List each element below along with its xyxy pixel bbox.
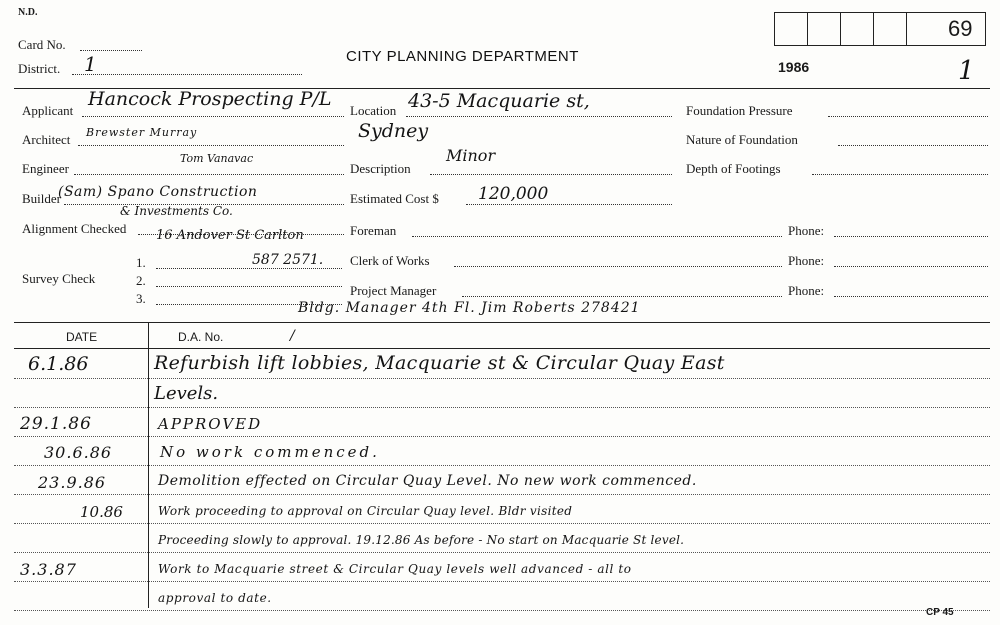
log-row [14,495,990,524]
clerk-phone-label: Phone: [788,253,825,268]
log-da-header: D.A. No. [178,330,224,344]
description-value: Minor [446,146,496,165]
location-value-2: Sydney [358,120,429,142]
log-row [14,437,990,466]
foundation-pressure-line [828,116,988,117]
architect-value: Brewster Murray [86,126,198,139]
log-header-rule [14,348,990,349]
log-row [14,582,990,611]
card-box-3 [840,12,874,46]
alignment-label: Alignment Checked [22,221,127,236]
log-row [14,553,990,582]
district-label: District. [18,61,61,76]
architect-line [78,145,344,146]
card-no-label: Card No. [18,37,66,52]
foreman-phone-label: Phone: [788,223,825,238]
card-sub: 1 [958,56,975,86]
log-row-date: 23.9.86 [38,473,107,492]
survey-3: 3. [136,291,146,306]
card-box-4 [873,12,907,46]
log-row-text: approval to date. [158,591,272,605]
log-row [14,466,990,495]
cost-line [466,204,672,205]
log-row-text: APPROVED [158,415,263,433]
survey-1-line [156,268,342,269]
clerk-label: Clerk of Works [350,253,430,268]
form-code: CP 45 [926,607,954,618]
description-label: Description [350,161,411,176]
log-row-text: Levels. [154,383,219,404]
log-da-value: / [290,328,295,344]
builder-phone: 587 2571. [252,252,324,268]
log-row [14,524,990,553]
engineer-line [74,174,344,175]
location-line [406,116,672,117]
log-row [14,350,990,379]
depth-label: Depth of Footings [686,161,781,176]
card-number: 69 [948,16,973,41]
clerk-line [454,266,782,267]
nature-line [838,145,988,146]
log-row [14,379,990,408]
foreman-line [412,236,782,237]
alignment-line [138,234,344,235]
log-row-date: 10.86 [80,503,123,521]
district-value: 1 [84,52,97,76]
log-row-text: Demolition effected on Circular Quay Level. No new work commenced. [158,473,697,489]
district-line [72,74,302,75]
year: 1986 [778,59,810,75]
foreman-phone-line [834,236,988,237]
engineer-label: Engineer [22,161,69,176]
log-row-text: Refurbish lift lobbies, Macquarie st & Circular Quay East [154,352,725,374]
department-title: CITY PLANNING DEPARTMENT [346,48,579,65]
log-row-date: 6.1.86 [28,353,89,375]
cost-value: 120,000 [478,184,549,204]
architect-label: Architect [22,132,71,147]
card-box-2 [807,12,841,46]
builder-label: Builder [22,191,61,206]
depth-line [812,174,988,175]
foreman-label: Foreman [350,223,397,238]
pm-phone-label: Phone: [788,283,825,298]
log-date-header: DATE [66,330,98,344]
log-row-text: No work commenced. [160,443,380,461]
log-row-date: 30.6.86 [44,443,113,462]
survey-label: Survey Check [22,271,96,286]
pm-label: Project Manager [350,283,437,298]
builder-value: (Sam) Spano Construction [58,184,258,200]
bldg-manager-note: Bldg. Manager 4th Fl. Jim Roberts 278421 [298,300,641,316]
nature-label: Nature of Foundation [686,132,798,147]
foundation-pressure-label: Foundation Pressure [686,103,793,118]
location-label: Location [350,103,397,118]
card-box-number [906,12,986,46]
survey-2: 2. [136,273,146,288]
pm-phone-line [834,296,988,297]
location-value: 43-5 Macquarie st, [408,90,590,112]
survey-1: 1. [136,255,146,270]
nd-stamp: N.D. [18,7,38,18]
applicant-line [82,116,344,117]
engineer-value: Tom Vanavac [180,152,254,165]
builder-value-2: & Investments Co. [120,204,233,218]
log-row-date: 3.3.87 [20,560,77,579]
pm-line [462,296,782,297]
card-no-line [80,50,142,51]
cost-label: Estimated Cost $ [350,191,439,206]
builder-address: 16 Andover St Carlton [156,228,304,243]
log-row-text: Proceeding slowly to approval. 19.12.86 As before - No start on Macquarie St level. [158,533,685,547]
log-row-date: 29.1.86 [20,414,92,434]
log-row-text: Work proceeding to approval on Circular Quay level. Bldr visited [158,504,573,518]
log-top-rule [14,322,990,323]
card-box-1 [774,12,808,46]
builder-line [64,204,344,205]
survey-2-line [156,286,342,287]
applicant-value: Hancock Prospecting P/L [88,88,332,110]
log-row [14,408,990,437]
log-row-text: Work to Macquarie street & Circular Quay levels well advanced - all to [158,562,632,576]
applicant-label: Applicant [22,103,74,118]
description-line [430,174,672,175]
log-entries [14,350,990,612]
clerk-phone-line [834,266,988,267]
